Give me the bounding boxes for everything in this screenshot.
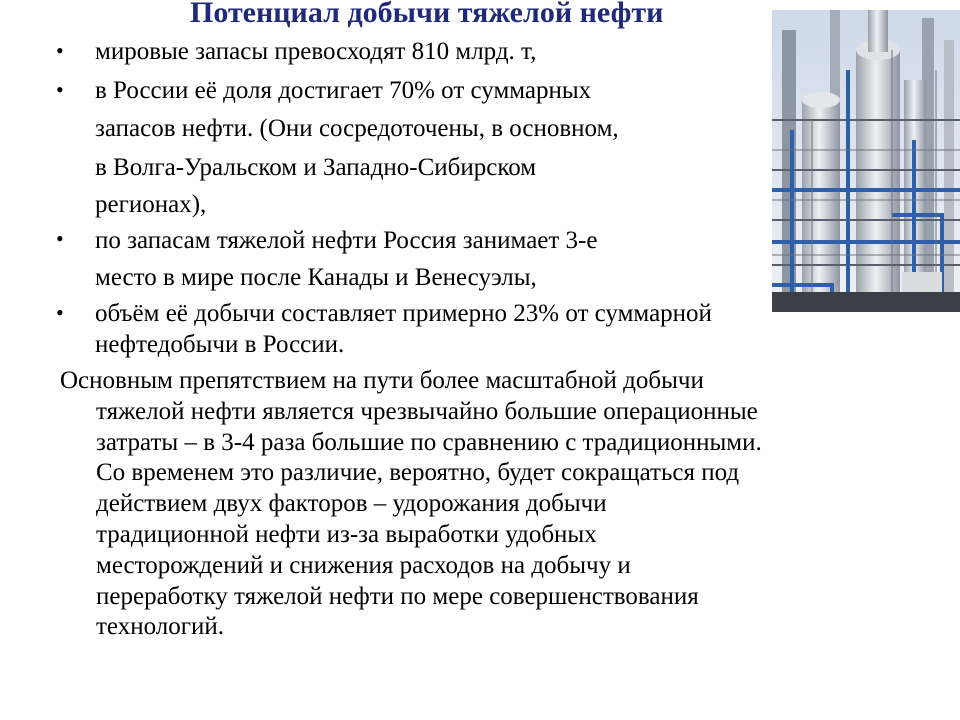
bullet-text: по запасам тяжелой нефти Россия занимает 3-е: [95, 227, 598, 254]
paragraph-line: переработку тяжелой нефти по мере совершенствования: [96, 582, 699, 610]
paragraph-line: Основным препятствием на пути более масштабной добычи: [60, 367, 704, 394]
paragraph-line: технологий.: [96, 613, 224, 641]
body-paragraph: [60, 366, 950, 643]
bullet-text: мировые запасы превосходят 810 млрд. т,: [95, 38, 537, 65]
bullet-marker: •: [56, 226, 64, 251]
bullet-text: нефтедобычи в России.: [95, 331, 345, 358]
bullet-text: объём её добычи составляет примерно 23% от суммарной: [95, 300, 712, 327]
paragraph-line: месторождений и снижения расходов на добычу и: [96, 551, 631, 579]
paragraph-line: Со временем это различие, вероятно, будет сокращаться под: [96, 459, 740, 487]
bullet-text: в Волга-Уральском и Западно-Сибирском: [95, 154, 537, 181]
paragraph-line: затраты – в 3-4 раза большие по сравнению с традиционными.: [96, 428, 762, 456]
bullet-text: регионах),: [95, 191, 207, 218]
paragraph-line: тяжелой нефти является чрезвычайно большие операционные: [96, 397, 758, 425]
bullet-marker: •: [56, 77, 64, 102]
bullet-text: в России её доля достигает 70% от суммарных: [95, 77, 592, 104]
paragraph-line: действием двух факторов – удорожания добычи: [96, 490, 607, 518]
paragraph-line: традиционной нефти из-за выработки удобных: [96, 520, 597, 548]
slide-title: Потенциал добычи тяжелой нефти: [190, 0, 664, 29]
bullet-text: место в мире после Канады и Венесуэлы,: [95, 264, 537, 291]
bullet-marker: •: [56, 38, 64, 63]
bullet-marker: •: [56, 300, 64, 325]
bullet-text: запасов нефти. (Они сосредоточены, в основном,: [95, 115, 619, 142]
